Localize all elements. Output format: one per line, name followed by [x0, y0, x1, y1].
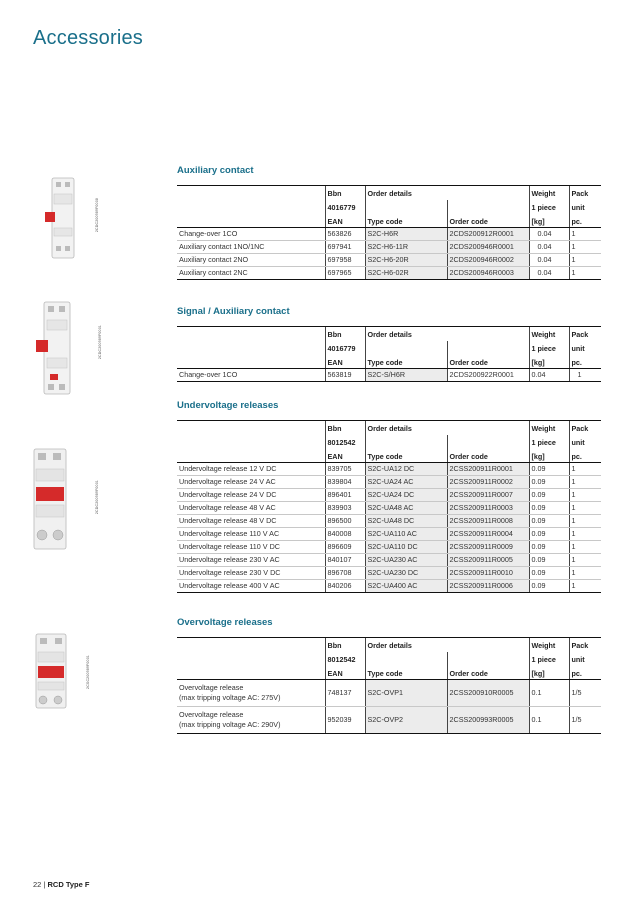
ean-cell: 839705: [325, 463, 365, 476]
type-code-cell: S2C-OVP2: [365, 707, 447, 734]
page-number: 22: [33, 880, 42, 889]
order-details-header: Order details: [365, 186, 529, 200]
ean-cell: 748137: [325, 680, 365, 707]
order-code-header: Order code: [447, 666, 529, 680]
description-cell: Undervoltage release 24 V DC: [177, 489, 325, 502]
bbn-number-header: 8012542: [325, 652, 365, 666]
undervoltage-release-product-image: [26, 447, 72, 555]
auxiliary-contact-table: [177, 185, 601, 280]
description-cell: Undervoltage release 48 V AC: [177, 502, 325, 515]
table-row: [177, 680, 601, 707]
signal-auxiliary-contact-section: [177, 305, 601, 382]
pack-cell: 1/5: [569, 707, 601, 734]
bbn-number-header: 4016779: [325, 341, 365, 355]
description-cell: [177, 680, 325, 707]
ean-cell: 896500: [325, 515, 365, 528]
order-code-header: Order code: [447, 355, 529, 369]
type-code-cell: S2C-UA230 DC: [365, 567, 447, 580]
description-note: (max tripping voltage AC: 290V): [179, 720, 281, 729]
type-code-cell: S2C-UA110 AC: [365, 528, 447, 541]
table-row: [177, 241, 601, 254]
pack-cell: 1: [569, 463, 601, 476]
description-cell: Auxiliary contact 2NC: [177, 267, 325, 280]
overvoltage-releases-section: [177, 616, 601, 734]
type-code-header: Type code: [365, 355, 447, 369]
type-code-cell: S2C-UA48 AC: [365, 502, 447, 515]
type-code-cell: S2C-S/H6R: [365, 369, 447, 382]
order-code-cell: 2CSS200911R0009: [447, 541, 529, 554]
undervoltage-release-image-code: 2CDC200989F0001: [95, 480, 99, 515]
order-code-cell: 2CSS200911R0004: [447, 528, 529, 541]
pack-cell: 1: [569, 580, 601, 593]
pack-cell: 1: [569, 228, 601, 241]
page-footer: [33, 880, 89, 889]
signal-contact-product-image: [34, 300, 78, 404]
description-cell: Undervoltage release 230 V DC: [177, 567, 325, 580]
table-row: [177, 554, 601, 567]
weight-cell: 0.1: [529, 707, 569, 734]
table-row: [177, 502, 601, 515]
order-code-cell: 2CDS200946R0002: [447, 254, 529, 267]
ean-cell: 840008: [325, 528, 365, 541]
weight-cell: 0.09: [529, 541, 569, 554]
type-code-cell: S2C-UA400 AC: [365, 580, 447, 593]
pack-cell: 1: [569, 369, 601, 382]
weight-unit-header: 1 piece: [529, 200, 569, 214]
order-code-cell: 2CDS200946R0001: [447, 241, 529, 254]
order-code-cell: 2CSS200911R0006: [447, 580, 529, 593]
weight-header: Weight: [529, 186, 569, 200]
pack-cell: 1: [569, 528, 601, 541]
description-cell: Undervoltage release 400 V AC: [177, 580, 325, 593]
signal-contact-image-code: 2CDC200989F0001: [98, 325, 102, 360]
ean-header: EAN: [325, 214, 365, 228]
weight-cell: 0.04: [529, 228, 569, 241]
order-code-header: Order code: [447, 449, 529, 463]
type-code-cell: S2C-UA48 DC: [365, 515, 447, 528]
section-title: Overvoltage releases: [177, 617, 273, 628]
ean-cell: 697965: [325, 267, 365, 280]
weight-kg-header: [kg]: [529, 355, 569, 369]
overvoltage-release-image-code: 2CSC200989F0001: [86, 655, 90, 689]
weight-cell: 0.1: [529, 680, 569, 707]
ean-cell: 839903: [325, 502, 365, 515]
pack-cell: 1: [569, 241, 601, 254]
order-code-cell: 2CSS200911R0008: [447, 515, 529, 528]
ean-cell: 697958: [325, 254, 365, 267]
order-code-header: Order code: [447, 214, 529, 228]
type-code-cell: S2C-UA110 DC: [365, 541, 447, 554]
description-cell: Undervoltage release 48 V DC: [177, 515, 325, 528]
weight-kg-header: [kg]: [529, 666, 569, 680]
description-cell: Undervoltage release 110 V DC: [177, 541, 325, 554]
weight-cell: 0.09: [529, 554, 569, 567]
ean-header: EAN: [325, 355, 365, 369]
bbn-header: Bbn: [325, 638, 365, 652]
order-code-cell: 2CDS200922R0001: [447, 369, 529, 382]
pack-cell: 1: [569, 541, 601, 554]
overvoltage-releases-table: [177, 637, 601, 734]
type-code-cell: S2C-H6-02R: [365, 267, 447, 280]
weight-cell: 0.09: [529, 567, 569, 580]
pack-cell: 1: [569, 567, 601, 580]
bbn-header: Bbn: [325, 327, 365, 341]
ean-cell: 563819: [325, 369, 365, 382]
pack-cell: 1: [569, 267, 601, 280]
pack-header: Pack: [569, 327, 601, 341]
ean-header: EAN: [325, 449, 365, 463]
pack-pc-header: pc.: [569, 214, 601, 228]
type-code-header: Type code: [365, 666, 447, 680]
table-row: [177, 254, 601, 267]
weight-cell: 0.04: [529, 267, 569, 280]
weight-cell: 0.09: [529, 502, 569, 515]
pack-pc-header: pc.: [569, 355, 601, 369]
weight-header: Weight: [529, 327, 569, 341]
ean-cell: 896708: [325, 567, 365, 580]
auxiliary-contact-product-image: [40, 176, 80, 268]
ean-cell: 563826: [325, 228, 365, 241]
type-code-cell: S2C-UA230 AC: [365, 554, 447, 567]
pack-cell: 1: [569, 554, 601, 567]
bbn-header: Bbn: [325, 186, 365, 200]
auxiliary-contact-section: [177, 164, 601, 280]
weight-cell: 0.09: [529, 463, 569, 476]
table-row: [177, 369, 601, 382]
weight-cell: 0.09: [529, 580, 569, 593]
ean-cell: 952039: [325, 707, 365, 734]
description-cell: Undervoltage release 24 V AC: [177, 476, 325, 489]
description-cell: Change-over 1CO: [177, 228, 325, 241]
type-code-header: Type code: [365, 449, 447, 463]
order-details-header: Order details: [365, 421, 529, 435]
table-row: [177, 580, 601, 593]
weight-cell: 0.09: [529, 528, 569, 541]
order-code-cell: 2CSS200993R0005: [447, 707, 529, 734]
pack-cell: 1: [569, 489, 601, 502]
description-cell: [177, 707, 325, 734]
type-code-cell: S2C-H6-20R: [365, 254, 447, 267]
section-title: Undervoltage releases: [177, 400, 279, 411]
ean-cell: 697941: [325, 241, 365, 254]
ean-cell: 896401: [325, 489, 365, 502]
ean-header: EAN: [325, 666, 365, 680]
order-code-cell: 2CSS200911R0010: [447, 567, 529, 580]
order-code-cell: 2CDS200912R0001: [447, 228, 529, 241]
table-row: [177, 515, 601, 528]
type-code-cell: S2C-UA12 DC: [365, 463, 447, 476]
pack-header: Pack: [569, 186, 601, 200]
weight-cell: 0.09: [529, 489, 569, 502]
weight-cell: 0.09: [529, 515, 569, 528]
pack-cell: 1: [569, 476, 601, 489]
pack-pc-header: pc.: [569, 449, 601, 463]
pack-cell: 1: [569, 254, 601, 267]
pack-header: Pack: [569, 638, 601, 652]
order-code-cell: 2CSS200911R0007: [447, 489, 529, 502]
description-cell: Change-over 1CO: [177, 369, 325, 382]
section-title: Auxiliary contact: [177, 165, 254, 176]
type-code-cell: S2C-H6-11R: [365, 241, 447, 254]
bbn-header: Bbn: [325, 421, 365, 435]
weight-unit-header: 1 piece: [529, 435, 569, 449]
overvoltage-release-product-image: [28, 632, 72, 712]
type-code-cell: S2C-UA24 AC: [365, 476, 447, 489]
ean-cell: 840206: [325, 580, 365, 593]
description-cell: Undervoltage release 12 V DC: [177, 463, 325, 476]
pack-unit-header: unit: [569, 652, 601, 666]
description-cell: Undervoltage release 230 V AC: [177, 554, 325, 567]
description-cell: Auxiliary contact 2NO: [177, 254, 325, 267]
ean-cell: 839804: [325, 476, 365, 489]
weight-cell: 0.09: [529, 476, 569, 489]
order-code-cell: 2CSS200911R0001: [447, 463, 529, 476]
pack-unit-header: unit: [569, 341, 601, 355]
order-details-header: Order details: [365, 638, 529, 652]
ean-cell: 840107: [325, 554, 365, 567]
footer-label: RCD Type F: [47, 880, 90, 889]
type-code-header: Type code: [365, 214, 447, 228]
weight-unit-header: 1 piece: [529, 652, 569, 666]
table-row: [177, 228, 601, 241]
table-row: [177, 489, 601, 502]
order-code-cell: 2CSS200910R0005: [447, 680, 529, 707]
bbn-number-header: 4016779: [325, 200, 365, 214]
table-row: [177, 567, 601, 580]
pack-unit-header: unit: [569, 200, 601, 214]
table-row: [177, 476, 601, 489]
bbn-number-header: 8012542: [325, 435, 365, 449]
weight-header: Weight: [529, 421, 569, 435]
table-row: [177, 528, 601, 541]
pack-cell: 1: [569, 502, 601, 515]
weight-cell: 0.04: [529, 254, 569, 267]
description-note: (max tripping voltage AC: 275V): [179, 693, 281, 702]
type-code-cell: S2C-OVP1: [365, 680, 447, 707]
section-title: Signal / Auxiliary contact: [177, 306, 290, 317]
weight-cell: 0.04: [529, 241, 569, 254]
footer-separator: |: [43, 880, 46, 889]
order-details-header: Order details: [365, 327, 529, 341]
order-code-cell: 2CSS200911R0005: [447, 554, 529, 567]
weight-unit-header: 1 piece: [529, 341, 569, 355]
description-line: Overvoltage release: [179, 683, 244, 692]
description-cell: Undervoltage release 110 V AC: [177, 528, 325, 541]
ean-cell: 896609: [325, 541, 365, 554]
type-code-cell: S2C-H6R: [365, 228, 447, 241]
type-code-cell: S2C-UA24 DC: [365, 489, 447, 502]
weight-kg-header: [kg]: [529, 449, 569, 463]
table-row: [177, 541, 601, 554]
weight-cell: 0.04: [529, 369, 569, 382]
pack-cell: 1: [569, 515, 601, 528]
description-cell: Auxiliary contact 1NO/1NC: [177, 241, 325, 254]
undervoltage-releases-section: [177, 399, 601, 593]
table-row: [177, 267, 601, 280]
table-row: [177, 463, 601, 476]
table-row: [177, 707, 601, 734]
weight-header: Weight: [529, 638, 569, 652]
order-code-cell: 2CSS200911R0002: [447, 476, 529, 489]
signal-auxiliary-contact-table: [177, 326, 601, 382]
description-line: Overvoltage release: [179, 710, 244, 719]
order-code-cell: 2CSS200911R0003: [447, 502, 529, 515]
page-title: Accessories: [33, 27, 144, 49]
undervoltage-releases-table: [177, 420, 601, 593]
pack-pc-header: pc.: [569, 666, 601, 680]
order-code-cell: 2CDS200946R0003: [447, 267, 529, 280]
weight-kg-header: [kg]: [529, 214, 569, 228]
pack-cell: 1/5: [569, 680, 601, 707]
pack-unit-header: unit: [569, 435, 601, 449]
pack-header: Pack: [569, 421, 601, 435]
auxiliary-contact-image-code: 2CDC200989F0008: [95, 198, 99, 233]
